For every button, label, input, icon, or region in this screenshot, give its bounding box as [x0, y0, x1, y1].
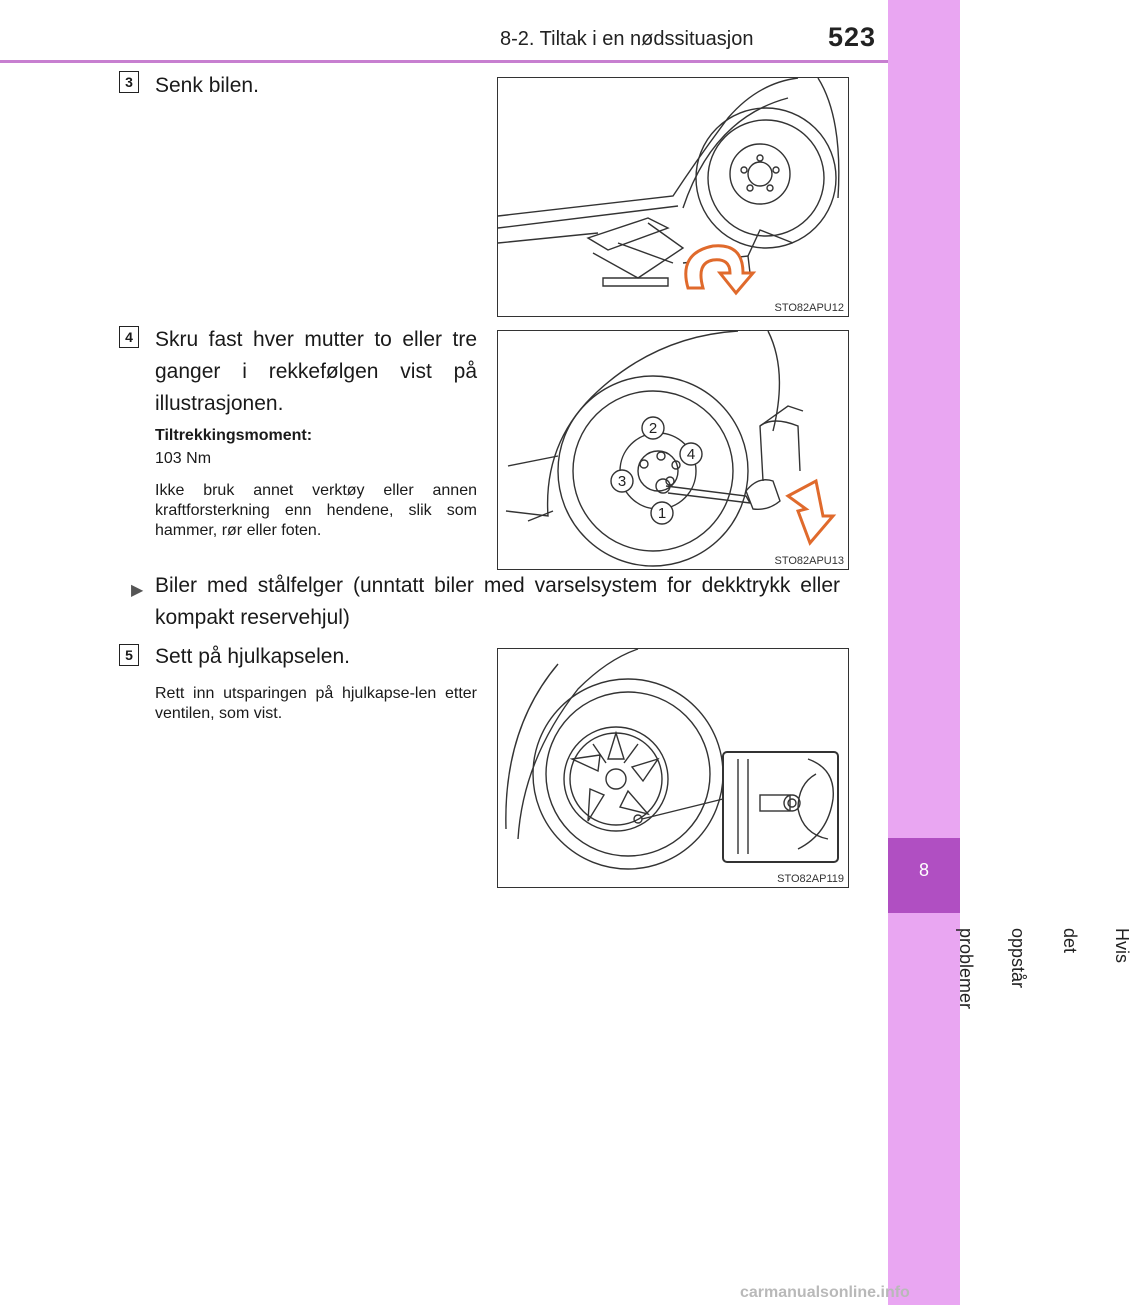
nut-label-2: 2 — [648, 420, 658, 437]
jack-lowering-illustration — [498, 78, 848, 316]
step-5-note: Rett inn utsparingen på hjulkapse-len etter ventilen, som vist. — [155, 685, 477, 722]
nut-order-illustration — [498, 331, 848, 569]
bullet-text: Biler med stålfelger (unntatt biler med varselsystem for dekktrykk eller kompakt reservehjul) — [155, 574, 840, 629]
step-4-note: Ikke bruk annet verktøy eller annen kraftforsterkning enn hendene, slik som hammer, rør eller foten. — [155, 482, 477, 539]
nut-label-4: 4 — [686, 446, 696, 463]
step-4-text: Skru fast hver mutter to eller tre ganger i rekkefølgen vist på illustrasjonen. — [155, 328, 477, 415]
step-number-3: 3 — [119, 71, 139, 93]
nut-label-1: 1 — [657, 505, 667, 522]
step-number-5: 5 — [119, 644, 139, 666]
figure-code: STO82APU13 — [774, 555, 844, 567]
page-number: 523 — [828, 22, 877, 52]
figure-lower-car — [497, 77, 849, 317]
torque-value: 103 Nm — [155, 450, 212, 467]
nut-label-3: 3 — [617, 473, 627, 490]
step-5-text: Sett på hjulkapselen. — [155, 645, 350, 668]
step-number-4: 4 — [119, 326, 139, 348]
figure-wheel-cap — [497, 648, 849, 888]
rotate-arrow-icon — [686, 246, 753, 293]
figure-code: STO82AP119 — [777, 873, 844, 885]
chapter-title: Hvis det oppstår problemer — [956, 928, 1132, 1010]
figure-tighten-nuts — [497, 330, 849, 570]
turn-arrow-icon — [788, 481, 833, 543]
header-title: 8-2. Tiltak i en nødssituasjon — [500, 28, 754, 50]
bullet-triangle-icon: ▶ — [131, 582, 144, 599]
figure-code: STO82APU12 — [774, 302, 844, 314]
step-3-text: Senk bilen. — [155, 74, 259, 97]
chapter-sidebar — [888, 0, 960, 1305]
torque-label: Tiltrekkingsmoment: — [155, 427, 313, 444]
header-divider — [0, 60, 888, 63]
watermark: carmanualsonline.info — [740, 1284, 910, 1301]
wheel-cap-illustration — [498, 649, 848, 887]
chapter-number: 8 — [918, 860, 929, 880]
